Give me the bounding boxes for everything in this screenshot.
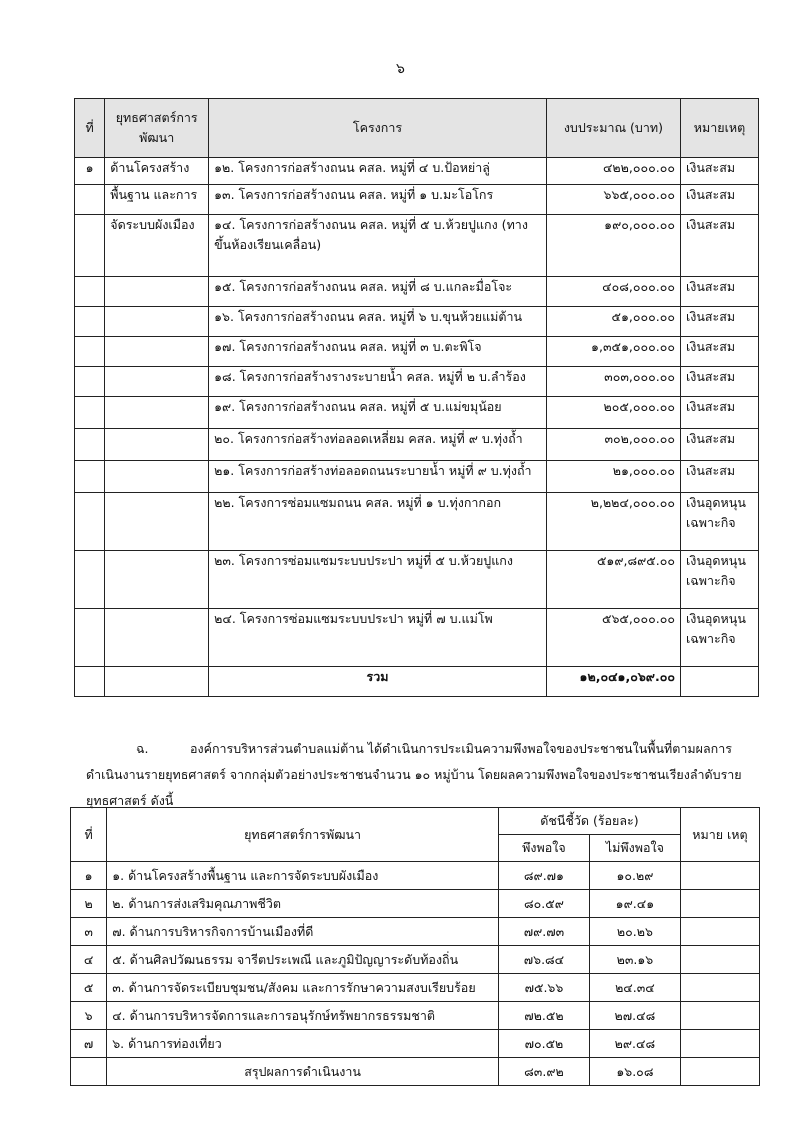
row-budget: ๖๖๕,๐๐๐.๐๐ bbox=[546, 185, 680, 215]
row-budget: ๕๑๙,๘๙๕.๐๐ bbox=[546, 551, 680, 609]
row-no bbox=[75, 185, 105, 215]
table-row bbox=[75, 307, 759, 337]
row-project: ๒๒. โครงการซ่อมแซมถนน คสล. หมู่ที่ ๑ บ.ทุ่งกากอก bbox=[209, 493, 547, 551]
summary-label: สรุปผลการดำเนินงาน bbox=[107, 1058, 499, 1086]
total-value: ๑๒,๐๔๑,๐๖๙.๐๐ bbox=[546, 667, 680, 697]
row-strategy: ๔. ด้านการบริหารจัดการและการอนุรักษ์ทรัพยากรธรรมชาติ bbox=[107, 1002, 499, 1030]
row-unsatisfied: ๒๓.๑๖ bbox=[589, 946, 680, 974]
row-budget: ๕๑,๐๐๐.๐๐ bbox=[546, 307, 680, 337]
projects-table bbox=[74, 98, 759, 697]
row-project: ๒๔. โครงการซ่อมแซมระบบประปา หมู่ที่ ๗ บ.แม่โพ bbox=[209, 609, 547, 667]
row-satisfied: ๗๐.๕๒ bbox=[498, 1030, 589, 1058]
row-unsatisfied: ๒๐.๒๖ bbox=[589, 918, 680, 946]
header-project: โครงการ bbox=[209, 99, 547, 158]
header-no: ที่ bbox=[71, 808, 107, 862]
page-number: ๖ bbox=[396, 61, 405, 77]
header-note: หมายเหตุ bbox=[680, 99, 758, 158]
row-no: ๕ bbox=[71, 974, 107, 1002]
row-strategy: ๖. ด้านการท่องเที่ยว bbox=[107, 1030, 499, 1058]
row-satisfied: ๗๙.๗๓ bbox=[498, 918, 589, 946]
row-project: ๑๕. โครงการก่อสร้างถนน คสล. หมู่ที่ ๘ บ.แกละมื่อโจะ bbox=[209, 277, 547, 307]
table-row bbox=[71, 918, 760, 946]
header-strategy: ยุทธศาสตร์การพัฒนา bbox=[105, 99, 209, 158]
row-budget: ๔๐๘,๐๐๐.๐๐ bbox=[546, 277, 680, 307]
summary-satisfied: ๘๓.๙๒ bbox=[498, 1058, 589, 1086]
row-no bbox=[75, 609, 105, 667]
table-row bbox=[75, 429, 759, 461]
row-note: เงินสะสม bbox=[680, 215, 758, 277]
row-no bbox=[75, 307, 105, 337]
satisfaction-table bbox=[70, 807, 760, 1086]
header-note: หมาย เหตุ bbox=[680, 808, 759, 862]
row-strategy bbox=[105, 429, 209, 461]
row-budget: ๓๐๓,๐๐๐.๐๐ bbox=[546, 367, 680, 397]
row-project: ๒๑. โครงการก่อสร้างท่อลอดถนนระบายน้ำ หมู่ที่ ๙ บ.ทุ่งถ้ำ bbox=[209, 461, 547, 493]
row-no: ๑ bbox=[71, 862, 107, 890]
row-strategy: ๕. ด้านศิลปวัฒนธรรม จารีตประเพณี และภูมิปัญญาระดับท้องถิ่น bbox=[107, 946, 499, 974]
row-project: ๑๒. โครงการก่อสร้างถนน คสล. หมู่ที่ ๔ บ.ป้อหย่าลู่ bbox=[209, 158, 547, 185]
row-strategy bbox=[105, 337, 209, 367]
row-no bbox=[75, 397, 105, 429]
row-budget: ๒๑,๐๐๐.๐๐ bbox=[546, 461, 680, 493]
table-row bbox=[75, 609, 759, 667]
summary-unsatisfied: ๑๖.๐๘ bbox=[589, 1058, 680, 1086]
table-row bbox=[75, 461, 759, 493]
table-row bbox=[75, 493, 759, 551]
row-strategy: จัดระบบผังเมือง bbox=[105, 215, 209, 277]
row-no bbox=[75, 551, 105, 609]
row-unsatisfied: ๑๙.๔๑ bbox=[589, 890, 680, 918]
table-row bbox=[75, 337, 759, 367]
satisfaction-header bbox=[71, 808, 760, 835]
header-index-group: ดัชนีชี้วัด (ร้อยละ) bbox=[498, 808, 680, 835]
table-row bbox=[75, 551, 759, 609]
row-no: ๓ bbox=[71, 918, 107, 946]
table-row bbox=[75, 367, 759, 397]
row-no: ๗ bbox=[71, 1030, 107, 1058]
row-no bbox=[75, 461, 105, 493]
table-row bbox=[71, 946, 760, 974]
row-note: เงินสะสม bbox=[680, 397, 758, 429]
row-no bbox=[75, 429, 105, 461]
row-strategy: ๗. ด้านการบริหารกิจการบ้านเมืองที่ดี bbox=[107, 918, 499, 946]
row-strategy: พื้นฐาน และการ bbox=[105, 185, 209, 215]
row-project: ๑๘. โครงการก่อสร้างรางระบายน้ำ คสล. หมู่ที่ ๒ บ.ลำร้อง bbox=[209, 367, 547, 397]
row-strategy bbox=[105, 367, 209, 397]
table-row bbox=[71, 1030, 760, 1058]
row-project: ๒๓. โครงการซ่อมแซมระบบประปา หมู่ที่ ๕ บ.ห้วยปูแกง bbox=[209, 551, 547, 609]
row-budget: ๔๒๒,๐๐๐.๐๐ bbox=[546, 158, 680, 185]
row-strategy bbox=[105, 307, 209, 337]
satisfaction-paragraph bbox=[86, 736, 766, 814]
table-row bbox=[71, 974, 760, 1002]
row-note: เงินอุดหนุน เฉพาะกิจ bbox=[680, 493, 758, 551]
row-note: เงินสะสม bbox=[680, 367, 758, 397]
header-strategy: ยุทธศาสตร์การพัฒนา bbox=[107, 808, 499, 862]
row-project: ๒๐. โครงการก่อสร้างท่อลอดเหลี่ยม คสล. หมู่ที่ ๙ บ.ทุ่งถ้ำ bbox=[209, 429, 547, 461]
summary-row bbox=[71, 1058, 760, 1086]
row-note: เงินสะสม bbox=[680, 185, 758, 215]
header-unsatisfied: ไม่พึงพอใจ bbox=[589, 835, 680, 862]
table-row bbox=[75, 158, 759, 185]
paragraph-marker: ฉ. bbox=[136, 741, 149, 756]
row-note: เงินสะสม bbox=[680, 429, 758, 461]
row-budget: ๕๖๕,๐๐๐.๐๐ bbox=[546, 609, 680, 667]
total-label: รวม bbox=[209, 667, 547, 697]
row-project: ๑๗. โครงการก่อสร้างถนน คสล. หมู่ที่ ๓ บ.ตะพิโจ bbox=[209, 337, 547, 367]
row-budget: ๓๐๒,๐๐๐.๐๐ bbox=[546, 429, 680, 461]
row-strategy bbox=[105, 461, 209, 493]
row-note: เงินอุดหนุน เฉพาะกิจ bbox=[680, 551, 758, 609]
row-unsatisfied: ๒๙.๔๘ bbox=[589, 1030, 680, 1058]
table-row bbox=[75, 277, 759, 307]
row-satisfied: ๘๐.๕๙ bbox=[498, 890, 589, 918]
row-note: เงินสะสม bbox=[680, 277, 758, 307]
paragraph-text: องค์การบริหารส่วนตำบลแม่ต้าน ได้ดำเนินการประเมินความพึงพอใจของประชาชนในพื้นที่ตามผลการดำเนินงานรายยุทธศาสตร์ จากกลุ่มตัวอย่างประชาชนจำนวน ๑๐ หมู่บ้าน โดยผลความพึงพอใจของประชาชนเรียงลำดับรายยุทธศาสตร์ ดังนี้ bbox=[86, 741, 742, 808]
row-note: เงินสะสม bbox=[680, 337, 758, 367]
row-no: ๑ bbox=[75, 158, 105, 185]
row-project: ๑๓. โครงการก่อสร้างถนน คสล. หมู่ที่ ๑ บ.มะโอโกร bbox=[209, 185, 547, 215]
row-no: ๒ bbox=[71, 890, 107, 918]
row-unsatisfied: ๒๗.๔๘ bbox=[589, 1002, 680, 1030]
table-row bbox=[75, 215, 759, 277]
row-strategy bbox=[105, 397, 209, 429]
row-note: เงินสะสม bbox=[680, 158, 758, 185]
table-row bbox=[71, 890, 760, 918]
row-strategy bbox=[105, 609, 209, 667]
row-strategy: ๑. ด้านโครงสร้างพื้นฐาน และการจัดระบบผังเมือง bbox=[107, 862, 499, 890]
row-satisfied: ๘๙.๗๑ bbox=[498, 862, 589, 890]
row-project: ๑๖. โครงการก่อสร้างถนน คสล. หมู่ที่ ๖ บ.ขุนห้วยแม่ต้าน bbox=[209, 307, 547, 337]
row-note: เงินสะสม bbox=[680, 461, 758, 493]
row-strategy bbox=[105, 277, 209, 307]
row-no bbox=[75, 493, 105, 551]
table-row bbox=[71, 1002, 760, 1030]
row-note: เงินอุดหนุน เฉพาะกิจ bbox=[680, 609, 758, 667]
table-row bbox=[71, 862, 760, 890]
projects-table-header bbox=[75, 99, 759, 158]
row-unsatisfied: ๑๐.๒๙ bbox=[589, 862, 680, 890]
row-strategy: ๒. ด้านการส่งเสริมคุณภาพชีวิต bbox=[107, 890, 499, 918]
row-satisfied: ๗๖.๘๔ bbox=[498, 946, 589, 974]
row-strategy bbox=[105, 493, 209, 551]
row-satisfied: ๗๒.๕๒ bbox=[498, 1002, 589, 1030]
row-no: ๔ bbox=[71, 946, 107, 974]
row-no: ๖ bbox=[71, 1002, 107, 1030]
row-project: ๑๔. โครงการก่อสร้างถนน คสล. หมู่ที่ ๕ บ.ห้วยปูแกง (ทางขึ้นห้องเรียนเคลื่อน) bbox=[209, 215, 547, 277]
row-unsatisfied: ๒๔.๓๔ bbox=[589, 974, 680, 1002]
row-strategy bbox=[105, 551, 209, 609]
table-row bbox=[75, 397, 759, 429]
total-row bbox=[75, 667, 759, 697]
row-no bbox=[75, 337, 105, 367]
row-project: ๑๙. โครงการก่อสร้างถนน คสล. หมู่ที่ ๕ บ.แม่ขมุน้อย bbox=[209, 397, 547, 429]
header-budget: งบประมาณ (บาท) bbox=[546, 99, 680, 158]
row-strategy: ด้านโครงสร้าง bbox=[105, 158, 209, 185]
table-row bbox=[75, 185, 759, 215]
row-strategy: ๓. ด้านการจัดระเบียบชุมชน/สังคม และการรักษาความสงบเรียบร้อย bbox=[107, 974, 499, 1002]
header-no: ที่ bbox=[75, 99, 105, 158]
row-no bbox=[75, 367, 105, 397]
row-satisfied: ๗๕.๖๖ bbox=[498, 974, 589, 1002]
row-no bbox=[75, 277, 105, 307]
row-budget: ๑,๓๕๑,๐๐๐.๐๐ bbox=[546, 337, 680, 367]
row-budget: ๑๙๐,๐๐๐.๐๐ bbox=[546, 215, 680, 277]
row-budget: ๒,๒๒๔,๐๐๐.๐๐ bbox=[546, 493, 680, 551]
row-no bbox=[75, 215, 105, 277]
row-note: เงินสะสม bbox=[680, 307, 758, 337]
row-budget: ๒๐๕,๐๐๐.๐๐ bbox=[546, 397, 680, 429]
header-satisfied: พึงพอใจ bbox=[498, 835, 589, 862]
